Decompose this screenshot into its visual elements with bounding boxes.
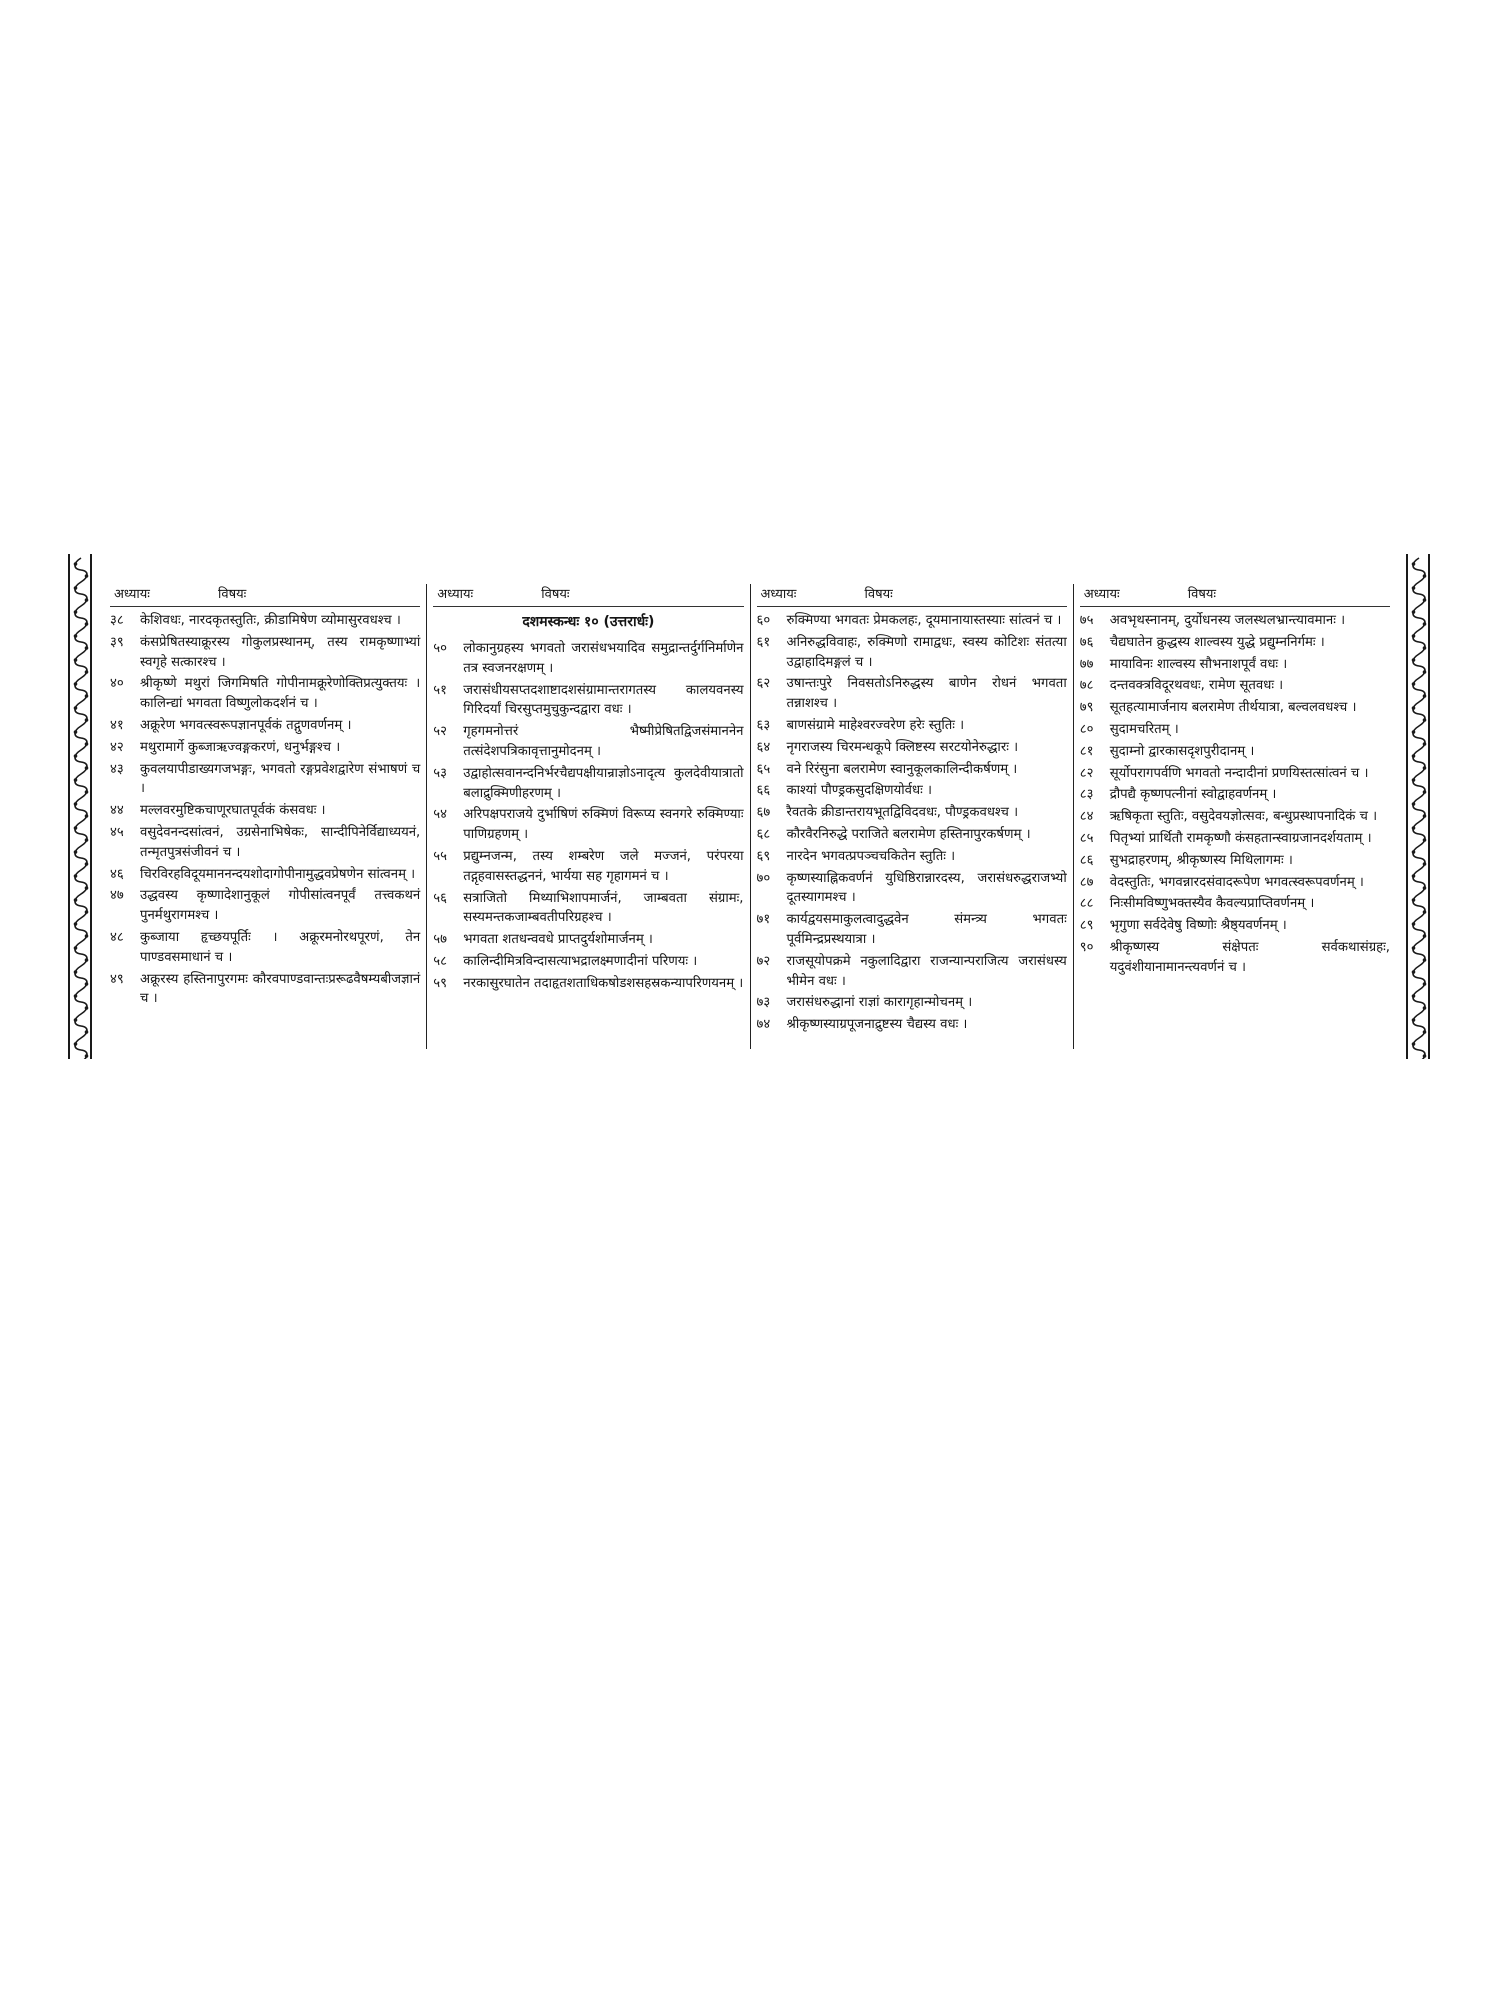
chapter-number: ४० (110, 676, 124, 692)
index-entry (433, 952, 743, 972)
chapter-number: ५३ (433, 765, 447, 781)
chapter-topic: उषान्तःपुरे निवसतोऽनिरुद्धस्य बाणेन रोधनं भगवता तन्नाशश्च । (786, 676, 1067, 712)
index-entry (757, 910, 1067, 950)
header-chapter-label: अध्यायः (437, 587, 474, 602)
chapter-number: ४३ (110, 761, 124, 777)
index-column-1 (104, 584, 427, 1049)
column-header (433, 584, 743, 607)
chapter-number: ६९ (756, 848, 771, 864)
chapter-topic: रुक्मिण्या भगवतः प्रेमकलहः, दूयमानायास्तस्याः सांत्वनं च । (786, 613, 1062, 628)
chapter-topic: मथुरामार्गे कुब्जाऋज्वङ्गकरणं, धनुर्भङ्गश्च । (140, 739, 341, 755)
index-entry (1080, 829, 1390, 849)
chapter-topic: राजसूयोपक्रमे नकुलादिद्वारा राजन्यान्पराजित्य जरासंधस्य भीमेन वधः । (786, 953, 1067, 989)
chapter-topic: कौरवैरनिरुद्धे पराजिते बलरामेण हस्तिनापुरकर्षणम् । (786, 826, 1031, 842)
index-entry (757, 993, 1067, 1013)
chapter-number: ८७ (1079, 874, 1094, 890)
chapter-topic: द्रौपद्यै कृष्णपत्नीनां स्वोद्वाहवर्णनम् । (1109, 787, 1277, 803)
index-entry (433, 764, 743, 804)
chapter-topic: अवभृथस्नानम्, दुर्योधनस्य जलस्थलभ्रान्त्यावमानः । (1109, 613, 1346, 628)
chapter-number: ४१ (110, 717, 124, 733)
header-topic-label: विषयः (1187, 587, 1217, 602)
index-entry (110, 928, 420, 968)
chapter-topic: वेदस्तुतिः, भगवन्नारदसंवादरूपेण भगवत्स्वरूपवर्णनम् । (1109, 874, 1364, 890)
chapter-topic: प्रद्युम्नजन्म, तस्य शम्बरेण जले मज्जनं, परंपरया तद्गृहवासस्तद्धननं, भार्यया सह गृहागमनं च । (463, 848, 744, 884)
chapter-topic: उद्धवस्य कृष्णादेशानुकूलं गोपीसांत्वनपूर्वं तत्त्वकथनं पुनर्मथुरागमश्च । (140, 888, 421, 924)
vine-ornament-icon (1410, 554, 1428, 1059)
index-entry (110, 970, 420, 1010)
index-entry (757, 847, 1067, 867)
chapter-number: ६४ (756, 739, 771, 755)
chapter-number: ५९ (433, 975, 447, 991)
chapter-topic: काश्यां पौण्ड्रकसुदक्षिणयोर्वधः । (786, 783, 932, 799)
chapter-number: ६५ (756, 761, 771, 777)
chapter-number: ७६ (1079, 634, 1094, 650)
chapter-topic: जरासंधीयसप्तदशाष्टादशसंग्रामान्तरागतस्य कालयवनस्य गिरिदर्यां चिरसुप्तमुचुकुन्दद्वारा वधः । (463, 682, 744, 718)
chapter-number: ४७ (110, 888, 124, 904)
chapter-topic: चैद्यघातेन क्रुद्धस्य शाल्वस्य युद्धे प्रद्युम्ननिर्गमः । (1109, 634, 1325, 650)
chapter-topic: कृष्णस्याह्निकवर्णनं युधिष्ठिरान्नारदस्य, जरासंधरुद्धराजभ्यो दूतस्यागमश्च । (786, 870, 1067, 906)
column-header (110, 584, 420, 607)
chapter-topic: मायाविनः शाल्वस्य सौभनाशपूर्वं वधः । (1109, 656, 1288, 672)
index-entry (757, 611, 1067, 631)
chapter-number: ७५ (1079, 613, 1094, 628)
chapter-topic: सुदाम्नो द्वारकासदृशपुरीदानम् । (1109, 743, 1255, 759)
index-columns (104, 584, 1396, 1049)
chapter-topic: वसुदेवनन्दसांत्वनं, उग्रसेनाभिषेकः, सान्दीपिनेर्विद्याध्ययनं, तन्मृतपुत्रसंजीवनं च । (140, 824, 421, 860)
chapter-topic: पितृभ्यां प्रार्थितौ रामकृष्णौ कंसहतान्स्वाग्रजानदर्शयताम् । (1109, 830, 1372, 846)
ornamental-border-left (68, 554, 94, 1059)
index-entry (1080, 633, 1390, 653)
index-page (68, 554, 1432, 1059)
index-entry (1080, 655, 1390, 675)
index-entry (757, 825, 1067, 845)
entry-list (110, 611, 420, 1009)
chapter-number: ७० (756, 870, 771, 886)
header-topic-label: विषयः (864, 587, 893, 602)
chapter-number: ३८ (110, 613, 124, 628)
chapter-number: ६६ (756, 783, 771, 799)
chapter-number: ४२ (110, 739, 124, 755)
chapter-topic: नारदेन भगवत्प्रपञ्चचकितेन स्तुतिः । (786, 848, 956, 864)
chapter-number: ५७ (433, 932, 447, 948)
index-entry (757, 803, 1067, 823)
index-entry (1080, 807, 1390, 827)
chapter-number: ५४ (433, 807, 447, 823)
chapter-topic: सुदामचरितम् । (1109, 721, 1179, 737)
chapter-topic: निःसीमविष्णुभक्तस्यैव कैवल्यप्राप्तिवर्णनम् । (1109, 896, 1315, 912)
chapter-topic: गृहगमनोत्तरं भैष्मीप्रेषितद्विजसंमाननेन तत्संदेशपत्रिकावृत्तानुमोदनम् । (463, 724, 744, 759)
chapter-number: ७९ (1079, 700, 1094, 716)
chapter-topic: भगवता शतधन्ववधे प्राप्तदुर्यशोमार्जनम् । (463, 932, 653, 948)
index-entry (1080, 764, 1390, 784)
index-entry (757, 760, 1067, 780)
index-entry (433, 889, 743, 929)
header-topic-label: विषयः (541, 587, 570, 602)
chapter-topic: ऋषिकृता स्तुतिः, वसुदेवयज्ञोत्सवः, बन्धुप्रस्थापनादिकं च । (1109, 809, 1378, 825)
chapter-topic: वने रिरंसुना बलरामेण स्वानुकूलकालिन्दीकर्षणम् । (786, 761, 1018, 777)
ornamental-border-right (1406, 554, 1432, 1059)
index-entry (110, 865, 420, 885)
chapter-number: ४५ (110, 824, 124, 840)
index-entry (1080, 676, 1390, 696)
index-entry (433, 847, 743, 887)
index-entry (757, 716, 1067, 736)
chapter-topic: सूर्योपरागपर्वणि भगवतो नन्दादीनां प्रणयिस्तत्सांत्वनं च । (1109, 765, 1369, 781)
index-entry (433, 639, 743, 679)
index-entry (1080, 698, 1390, 718)
index-entry (757, 674, 1067, 714)
section-title: दशमस्कन्धः १० (उत्तरार्धः) (522, 614, 655, 630)
entry-list (433, 639, 743, 994)
chapter-topic: कंसप्रेषितस्याक्रूरस्य गोकुलप्रस्थानम्, तस्य रामकृष्णाभ्यां स्वगृहे सत्कारश्च । (140, 634, 421, 670)
header-chapter-label: अध्यायः (1083, 587, 1120, 602)
header-topic-label: विषयः (218, 587, 247, 602)
index-entry (433, 974, 743, 994)
index-entry (110, 886, 420, 926)
index-entry (433, 930, 743, 950)
index-entry (757, 869, 1067, 909)
chapter-number: ५० (433, 641, 447, 656)
chapter-topic: लोकानुग्रहस्य भगवतो जरासंधभयादिव समुद्रान्तर्दुर्गनिर्माणेन तत्र स्वजनरक्षणम् । (463, 641, 744, 676)
chapter-topic: चिरविरहविदूयमाननन्दयशोदागोपीनामुद्धवप्रेषणेन सांत्वनम् । (140, 866, 416, 882)
index-entry (110, 823, 420, 863)
chapter-number: ६८ (756, 826, 771, 842)
index-column-3 (751, 584, 1074, 1049)
index-entry (110, 738, 420, 758)
chapter-topic: केशिवधः, नारदकृतस्तुतिः, क्रीडामिषेण व्योमासुरवधश्च । (140, 613, 401, 628)
index-column-4 (1074, 584, 1396, 1049)
index-entry (1080, 611, 1390, 631)
chapter-number: ८० (1079, 721, 1094, 737)
chapter-number: ३९ (110, 634, 124, 650)
index-entry (110, 801, 420, 821)
chapter-topic: श्रीकृष्णस्याग्रपूजनाद्रुष्टस्य चैद्यस्य वधः । (786, 1017, 968, 1033)
chapter-number: ४४ (110, 803, 124, 819)
index-entry (1080, 851, 1390, 871)
chapter-topic: श्रीकृष्णस्य संक्षेपतः सर्वकथासंग्रहः, यदुवंशीयानामानन्त्यवर्णनं च । (1109, 939, 1390, 975)
index-entry (757, 952, 1067, 992)
column-header (1080, 584, 1390, 607)
chapter-topic: श्रीकृष्णे मथुरां जिगमिषति गोपीनामक्रूरेणोक्तिप्रत्युक्तयः । कालिन्द्यां भगवता विष्णुलोकदर्शनं च । (140, 676, 421, 712)
chapter-number: ६७ (756, 805, 771, 821)
chapter-number: ७४ (756, 1017, 771, 1033)
chapter-number: ४६ (110, 866, 124, 882)
index-entry (110, 633, 420, 673)
chapter-number: ६३ (756, 717, 771, 733)
index-entry (110, 716, 420, 736)
chapter-number: ८१ (1079, 743, 1094, 759)
chapter-topic: सत्राजितो मिथ्याभिशापमार्जनं, जाम्बवता संग्रामः, सस्यमन्तकजाम्बवतीपरिग्रहश्च । (463, 890, 744, 926)
chapter-topic: कुब्जाया हृच्छयपूर्तिः । अक्रूरमनोरथपूरणं, तेन पाण्डवसमाधानं च । (140, 929, 421, 965)
index-entry (1080, 720, 1390, 740)
index-entry (1080, 916, 1390, 936)
index-entry (110, 674, 420, 714)
chapter-number: ५२ (433, 724, 447, 740)
chapter-topic: दन्तवक्त्रविदूरथवधः, रामेण सूतवधः । (1109, 678, 1284, 694)
index-entry (757, 1015, 1067, 1035)
chapter-number: ७१ (756, 912, 771, 928)
chapter-topic: कार्यद्वयसमाकुलत्वादुद्धवेन संमन्त्र्य भगवतः पूर्वमिन्द्रप्रस्थयात्रा । (786, 912, 1067, 947)
chapter-number: ४९ (110, 971, 124, 987)
chapter-number: ८९ (1079, 918, 1094, 934)
chapter-number: ६१ (756, 634, 771, 650)
entry-list (757, 611, 1067, 1035)
index-entry (110, 760, 420, 800)
chapter-number: ८२ (1079, 765, 1094, 781)
index-entry (1080, 938, 1390, 978)
chapter-number: ८४ (1079, 809, 1094, 825)
chapter-topic: नृगराजस्य चिरमन्धकूपे क्लिष्टस्य सरटयोनेरुद्धारः । (786, 739, 1019, 755)
chapter-number: ५८ (433, 953, 447, 969)
index-entry (1080, 785, 1390, 805)
index-entry (1080, 742, 1390, 762)
chapter-number: ५६ (433, 890, 447, 906)
index-entry (433, 805, 743, 845)
chapter-topic: बाणसंग्रामे माहेश्वरज्वरेण हरेः स्तुतिः । (786, 717, 965, 733)
index-entry (110, 611, 420, 631)
chapter-number: ४८ (110, 929, 124, 945)
chapter-number: ८३ (1079, 787, 1094, 803)
chapter-number: ६२ (756, 676, 771, 692)
chapter-topic: अनिरुद्धविवाहः, रुक्मिणो रामाद्वधः, स्वस्य कोटिशः संतत्या उद्वाहादिमङ्गलं च । (786, 634, 1067, 670)
index-entry (757, 633, 1067, 673)
chapter-number: ५५ (433, 848, 447, 864)
chapter-topic: अक्रूरस्य हस्तिनापुरगमः कौरवपाण्डवान्तःप्ररूढवैषम्यबीजज्ञानं च । (140, 971, 421, 1007)
chapter-number: ७२ (756, 953, 771, 969)
chapter-topic: नरकासुरघातेन तदाहृतशताधिकषोडशसहस्रकन्यापरिणयनम् । (463, 975, 744, 991)
header-chapter-label: अध्यायः (114, 587, 150, 602)
chapter-topic: रैवतके क्रीडान्तरायभूतद्विविदवधः, पौण्ड्रकवधश्च । (786, 805, 1019, 821)
index-entry (433, 681, 743, 721)
entry-list (1080, 611, 1390, 978)
chapter-topic: अरिपक्षपराजये दुर्भाषिणं रुक्मिणं विरूप्य स्वनगरे रुक्मिण्याः पाणिग्रहणम् । (463, 807, 744, 843)
chapter-number: ८५ (1079, 830, 1094, 846)
chapter-topic: उद्वाहोत्सवानन्दनिर्भरचैद्यपक्षीयान्राज्ञोऽनादृत्य कुलदेवीयात्रातो बलाद्रुक्मिणीहरणम् । (463, 765, 744, 801)
chapter-topic: अक्रूरेण भगवत्स्वरूपज्ञानपूर्वकं तद्गुणवर्णनम् । (140, 717, 352, 733)
chapter-number: ७३ (756, 995, 771, 1011)
index-entry (433, 722, 743, 762)
chapter-topic: भृगुणा सर्वदेवेषु विष्णोः श्रैष्ठ्यवर्णनम् । (1109, 918, 1287, 934)
chapter-number: ९० (1079, 939, 1094, 955)
index-column-2 (427, 584, 750, 1049)
chapter-number: ७८ (1079, 678, 1094, 694)
chapter-number: ७७ (1079, 656, 1094, 672)
chapter-topic: सूतहत्यामार्जनाय बलरामेण तीर्थयात्रा, बल्वलवधश्च । (1109, 700, 1357, 716)
vine-ornament-icon (72, 554, 90, 1059)
chapter-number: ५१ (433, 682, 447, 698)
index-entry (757, 781, 1067, 801)
chapter-number: ६० (756, 613, 771, 628)
header-chapter-label: अध्यायः (760, 587, 797, 602)
chapter-number: ८८ (1079, 896, 1094, 912)
chapter-topic: कुवलयापीडाख्यगजभङ्गः, भगवतो रङ्गप्रवेशद्वारेण संभाषणं च । (140, 761, 421, 797)
chapter-topic: जरासंधरुद्धानां राज्ञां कारागृहान्मोचनम् । (786, 995, 973, 1011)
chapter-topic: सुभद्राहरणम्, श्रीकृष्णस्य मिथिलागमः । (1109, 852, 1293, 868)
column-header (757, 584, 1067, 607)
chapter-number: ८६ (1079, 852, 1094, 868)
chapter-topic: मल्लवरमुष्टिकचाणूरघातपूर्वकं कंसवधः । (140, 803, 326, 819)
index-entry (1080, 894, 1390, 914)
index-entry (1080, 873, 1390, 893)
chapter-topic: कालिन्दीमित्रविन्दासत्याभद्रालक्ष्मणादीनां परिणयः । (463, 953, 698, 969)
index-entry (757, 738, 1067, 758)
